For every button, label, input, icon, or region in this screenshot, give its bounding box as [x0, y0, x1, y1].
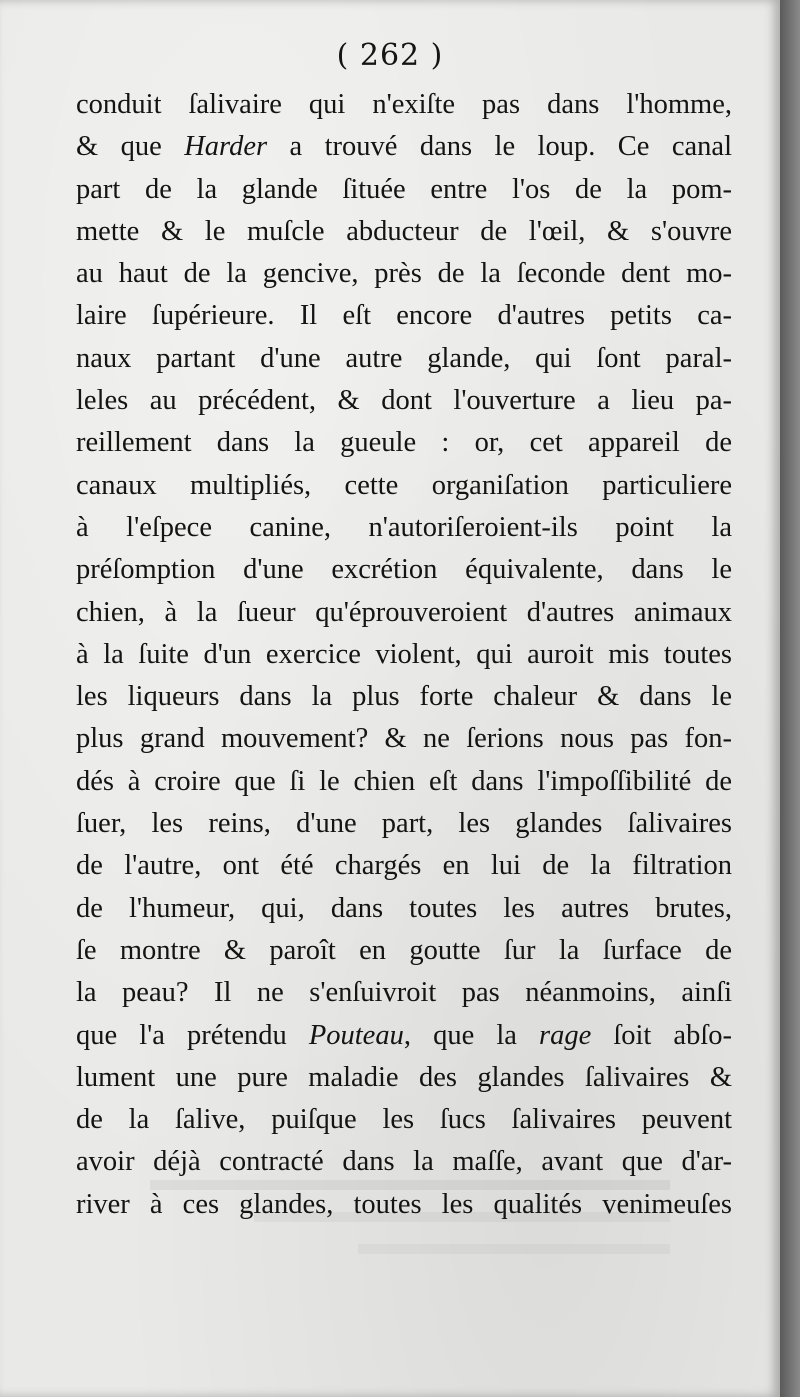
- text-line: plus grand mouvement? & ne ſerions nous pas fon-: [76, 723, 732, 755]
- text-line: avoir déjà contracté dans la maſſe, avant que d'ar-: [76, 1146, 732, 1178]
- page-edge-shadow: [780, 0, 800, 1397]
- text-line: de la ſalive, puiſque les ſucs ſalivaires peuvent: [76, 1104, 732, 1136]
- text-line: canaux multipliés, cette organiſation particuliere: [76, 469, 732, 501]
- text-line: mette & le muſcle abducteur de l'œil, & s'ouvre: [76, 215, 732, 247]
- text-line: à la ſuite d'un exercice violent, qui auroit mis toutes: [76, 638, 732, 670]
- text-line: préſomption d'une excrétion équivalente, dans le: [76, 554, 732, 586]
- text-line: part de la glande ſituée entre l'os de la pom-: [76, 173, 732, 205]
- text-line: conduit ſalivaire qui n'exiſte pas dans l'homme,: [76, 89, 732, 120]
- text-line: lument une pure maladie des glandes ſalivaires &: [76, 1061, 732, 1093]
- text-line: ſe montre & paroît en goutte ſur la ſurface de: [76, 934, 732, 966]
- text-line: leles au précédent, & dont l'ouverture a lieu pa-: [76, 385, 732, 417]
- text-line: que l'a prétendu Pouteau, que la rage ſoit abſo-: [76, 1019, 732, 1051]
- text-line: dés à croire que ſi le chien eſt dans l'impoſſibilité de: [76, 765, 732, 797]
- text-line: river à ces glandes, toutes les qualités venimeuſes: [76, 1188, 732, 1220]
- body-text: [76, 84, 732, 1226]
- text-line: ſuer, les reins, d'une part, les glandes ſalivaires: [76, 808, 732, 840]
- text-line: à l'eſpece canine, n'autoriſeroient-ils point la: [76, 511, 732, 543]
- text-line: naux partant d'une autre glande, qui ſont paral-: [76, 342, 732, 374]
- page-number: ( 262 ): [336, 38, 444, 73]
- text-line: & que Harder a trouvé dans le loup. Ce canal: [76, 131, 732, 163]
- text-line: de l'autre, ont été chargés en lui de la filtration: [76, 850, 732, 882]
- bleed-through-shading: [150, 1180, 670, 1268]
- text-line: au haut de la gencive, près de la ſeconde dent mo-: [76, 258, 732, 290]
- text-line: la peau? Il ne s'enſuivroit pas néanmoins, ainſi: [76, 977, 732, 1009]
- text-line: les liqueurs dans la plus forte chaleur & dans le: [76, 681, 732, 713]
- text-line: chien, à la ſueur qu'éprouveroient d'autres animaux: [76, 596, 732, 628]
- text-line: reillement dans la gueule : or, cet appareil de: [76, 427, 732, 459]
- text-line: de l'humeur, qui, dans toutes les autres brutes,: [76, 892, 732, 924]
- text-line: laire ſupérieure. Il eſt encore d'autres petits ca-: [76, 300, 732, 332]
